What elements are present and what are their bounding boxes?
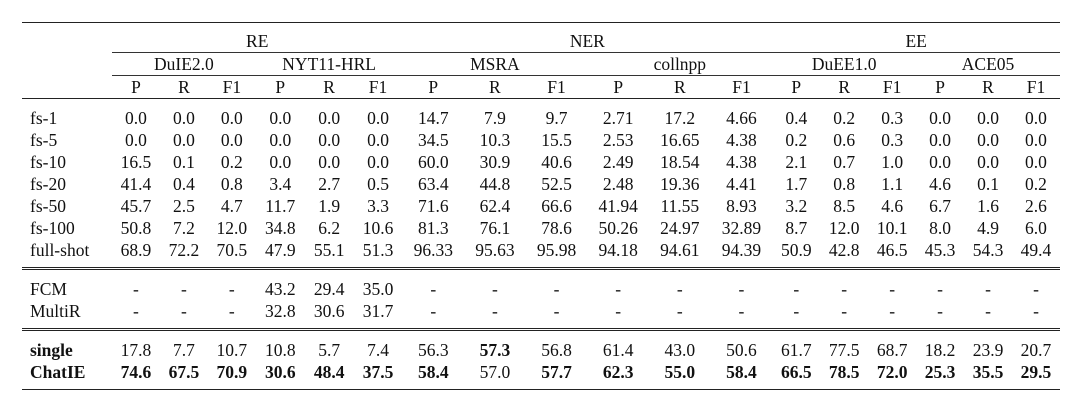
table-cell: 10.7 (208, 330, 256, 362)
metric-header-row (22, 76, 1060, 99)
table-cell: 8.93 (726, 196, 757, 216)
dataset-header: ACE05 (916, 53, 1060, 76)
metric-header: R (160, 76, 208, 99)
table-cell: 55.1 (313, 240, 345, 260)
table-cell: 30.9 (479, 152, 511, 172)
row-label: fs-100 (30, 218, 75, 238)
table-cell: 0.0 (916, 99, 964, 130)
table-cell: 58.4 (711, 361, 773, 390)
table-row (22, 330, 1060, 362)
row-label: FCM (22, 269, 112, 301)
table-row (22, 217, 1060, 239)
metric-header: F1 (1012, 76, 1060, 99)
table-cell: - (985, 301, 991, 321)
table-cell: 1.1 (881, 174, 904, 194)
table-cell: 32.8 (264, 301, 296, 321)
table-row (22, 99, 1060, 130)
table-row (22, 361, 1060, 390)
table-cell: 0.7 (833, 152, 856, 172)
table-cell: 14.7 (402, 99, 464, 130)
table-cell: 81.3 (417, 218, 449, 238)
table-cell: 72.0 (868, 361, 916, 390)
table-cell: 70.5 (216, 240, 248, 260)
table-cell: 68.9 (120, 240, 152, 260)
table-cell: 37.5 (354, 361, 403, 390)
table-cell: 12.0 (216, 218, 248, 238)
dataset-header-row (22, 53, 1060, 76)
table-cell: 7.9 (464, 99, 526, 130)
table-cell: - (841, 301, 848, 321)
table-cell: 7.4 (354, 330, 403, 362)
table-cell: 18.54 (660, 152, 700, 172)
table-cell: 3.2 (785, 196, 808, 216)
row-label: single (22, 330, 112, 362)
table-cell: 70.9 (208, 361, 256, 390)
table-cell: 40.6 (541, 152, 572, 172)
dataset-header: DuIE2.0 (112, 53, 256, 76)
table-cell: 61.4 (587, 330, 649, 362)
table-cell: 2.6 (1025, 196, 1047, 216)
table-cell: 55.0 (649, 361, 711, 390)
table-cell: 50.26 (598, 218, 638, 238)
table-cell: 1.9 (318, 196, 341, 216)
table-cell: 49.4 (1020, 240, 1052, 260)
table-cell: 62.3 (587, 361, 649, 390)
table-cell: 0.0 (160, 99, 208, 130)
metric-header: R (964, 76, 1012, 99)
table-row (22, 151, 1060, 173)
table-cell: - (160, 269, 208, 301)
table-cell: 43.0 (649, 330, 711, 362)
table-cell: 0.0 (269, 130, 292, 150)
table-cell: 0.0 (977, 130, 999, 150)
dataset-header: DuEE1.0 (772, 53, 916, 76)
table-cell: 41.4 (120, 174, 152, 194)
table-cell: 7.2 (172, 218, 195, 238)
results-table (22, 22, 1060, 390)
table-cell: 94.61 (660, 240, 700, 260)
table-cell: - (526, 269, 588, 301)
table-cell: 29.5 (1012, 361, 1060, 390)
metric-header: P (112, 76, 160, 99)
table-cell: 7.7 (160, 330, 208, 362)
group-header: NER (402, 23, 772, 53)
table-cell: 0.0 (172, 130, 195, 150)
table-cell: 0.2 (1025, 174, 1047, 194)
table-cell: 10.8 (256, 330, 305, 362)
table-cell: 95.63 (475, 240, 515, 260)
table-cell: 0.0 (208, 99, 256, 130)
table-cell: 0.2 (785, 130, 808, 150)
table-cell: - (937, 301, 943, 321)
table-cell: 3.4 (269, 174, 292, 194)
table-cell: 0.0 (318, 130, 341, 150)
table-cell: 48.4 (305, 361, 354, 390)
table-cell: 10.3 (479, 130, 511, 150)
table-cell: 0.0 (1025, 130, 1047, 150)
table-cell: 0.8 (833, 174, 856, 194)
table-cell: 35.5 (964, 361, 1012, 390)
table-cell: 63.4 (417, 174, 449, 194)
table-cell: 6.0 (1025, 218, 1047, 238)
table-row (22, 129, 1060, 151)
metric-header: R (464, 76, 526, 99)
table-cell: 0.0 (256, 99, 305, 130)
table-cell: 44.8 (479, 174, 511, 194)
table-cell: 19.36 (660, 174, 700, 194)
table-cell: 5.7 (305, 330, 354, 362)
table-cell: 77.5 (820, 330, 868, 362)
table-cell: - (112, 269, 160, 301)
table-row (22, 195, 1060, 217)
table-cell: 0.3 (868, 99, 916, 130)
table-cell: 34.8 (264, 218, 296, 238)
table-cell: 94.18 (598, 240, 638, 260)
table-cell: 23.9 (964, 330, 1012, 362)
table-cell: 0.3 (881, 130, 904, 150)
table-cell: 1.6 (977, 196, 999, 216)
table-cell: 0.0 (367, 152, 389, 172)
metric-header: F1 (208, 76, 256, 99)
table-cell: - (793, 301, 800, 321)
metric-header: F1 (711, 76, 773, 99)
table-cell: - (868, 269, 916, 301)
table-cell: 8.0 (929, 218, 951, 238)
table-cell: - (615, 301, 622, 321)
table-cell: 4.9 (977, 218, 999, 238)
metric-header: P (772, 76, 820, 99)
dataset-header: MSRA (402, 53, 587, 76)
table-cell: 0.0 (964, 99, 1012, 130)
table-cell: 31.7 (362, 301, 394, 321)
table-cell: 4.66 (711, 99, 773, 130)
table-cell: 2.71 (587, 99, 649, 130)
table-cell: 46.5 (876, 240, 908, 260)
table-cell: 0.0 (305, 99, 354, 130)
table-cell: 50.9 (780, 240, 812, 260)
table-cell: 45.7 (120, 196, 152, 216)
table-cell: - (772, 269, 820, 301)
table-cell: 0.6 (833, 130, 856, 150)
table-cell: 51.3 (362, 240, 394, 260)
table-cell: 17.8 (112, 330, 160, 362)
table-cell: 1.7 (785, 174, 808, 194)
table-cell: 2.48 (602, 174, 634, 194)
table-cell: 0.0 (977, 152, 999, 172)
table-cell: 2.1 (785, 152, 808, 172)
table-cell: 60.0 (417, 152, 449, 172)
table-cell: - (889, 301, 896, 321)
table-cell: - (1033, 301, 1039, 321)
table-cell: 66.5 (772, 361, 820, 390)
dataset-header: NYT11-HRL (256, 53, 403, 76)
table-cell: 47.9 (264, 240, 296, 260)
row-label: ChatIE (22, 361, 112, 390)
table-cell: 11.7 (265, 196, 296, 216)
table-cell: 42.8 (828, 240, 860, 260)
group-header: EE (772, 23, 1060, 53)
table-cell: - (676, 301, 683, 321)
metric-header: F1 (354, 76, 403, 99)
table-cell: 0.4 (172, 174, 195, 194)
table-cell: 0.0 (125, 130, 147, 150)
row-label: fs-50 (30, 196, 66, 216)
table-cell: - (587, 269, 649, 301)
table-row (22, 300, 1060, 330)
table-cell: 0.0 (220, 130, 243, 150)
table-cell: 29.4 (305, 269, 354, 301)
table-cell: 0.0 (269, 152, 292, 172)
table-cell: 4.7 (220, 196, 243, 216)
metric-header: F1 (526, 76, 588, 99)
table-cell: 94.39 (721, 240, 762, 260)
table-cell: 67.5 (160, 361, 208, 390)
table-cell: - (464, 269, 526, 301)
table-cell: 30.6 (256, 361, 305, 390)
dataset-header: collnpp (587, 53, 772, 76)
table-cell: 2.7 (318, 174, 341, 194)
table-cell: - (208, 269, 256, 301)
metric-header: R (820, 76, 868, 99)
table-cell: 4.41 (726, 174, 757, 194)
table-cell: 57.3 (464, 330, 526, 362)
row-label: fs-5 (30, 130, 58, 150)
table-cell: 0.2 (820, 99, 868, 130)
table-cell: 96.33 (413, 240, 453, 260)
table-cell: 4.38 (726, 152, 757, 172)
table-cell: 35.0 (354, 269, 403, 301)
table-cell: 74.6 (112, 361, 160, 390)
table-cell: 41.94 (598, 196, 638, 216)
table-cell: 0.0 (354, 99, 403, 130)
table-cell: 11.55 (660, 196, 700, 216)
table-cell: 57.0 (464, 361, 526, 390)
table-cell: - (1012, 269, 1060, 301)
table-cell: 0.5 (367, 174, 389, 194)
table-cell: 62.4 (479, 196, 511, 216)
table-cell: - (491, 301, 498, 321)
table-cell: - (649, 269, 711, 301)
row-label: MultiR (30, 301, 81, 321)
table-cell: 54.3 (972, 240, 1004, 260)
table-cell: 10.1 (876, 218, 908, 238)
row-label: fs-20 (30, 174, 66, 194)
table-cell: 8.5 (833, 196, 856, 216)
table-cell: 2.5 (172, 196, 195, 216)
table-cell: 20.7 (1012, 330, 1060, 362)
table-cell: 10.6 (362, 218, 394, 238)
table-cell: - (711, 269, 773, 301)
table-cell: 6.2 (318, 218, 341, 238)
table-cell: 3.3 (367, 196, 389, 216)
table-cell: 0.2 (220, 152, 243, 172)
table-cell: 4.6 (929, 174, 951, 194)
table-cell: 0.8 (220, 174, 243, 194)
table-cell: 50.6 (711, 330, 773, 362)
group-header: RE (112, 23, 402, 53)
metric-header: P (256, 76, 305, 99)
table-cell: 0.1 (977, 174, 999, 194)
table-cell: 61.7 (772, 330, 820, 362)
table-cell: - (916, 269, 964, 301)
table-cell: 16.5 (120, 152, 152, 172)
table-cell: 71.6 (417, 196, 449, 216)
table-cell: 9.7 (526, 99, 588, 130)
row-label: fs-1 (22, 99, 112, 130)
table-cell: 43.2 (256, 269, 305, 301)
table-cell: 78.6 (541, 218, 572, 238)
table-cell: - (402, 269, 464, 301)
corner-cell (22, 23, 112, 53)
table-cell: 32.89 (721, 218, 762, 238)
table-cell: - (738, 301, 745, 321)
table-cell: 17.2 (649, 99, 711, 130)
table-cell: - (180, 301, 187, 321)
metric-header: R (649, 76, 711, 99)
table-cell: 0.0 (929, 130, 951, 150)
table-cell: 6.7 (929, 196, 951, 216)
table-cell: - (133, 301, 139, 321)
table-cell: 68.7 (868, 330, 916, 362)
table-cell: 52.5 (541, 174, 572, 194)
table-cell: 25.3 (916, 361, 964, 390)
table-cell: 1.0 (881, 152, 904, 172)
table-cell: 0.0 (1012, 99, 1060, 130)
table-cell: 4.6 (881, 196, 904, 216)
table-cell: 66.6 (541, 196, 572, 216)
table-cell: 2.49 (602, 152, 634, 172)
table-cell: 18.2 (916, 330, 964, 362)
table-cell: - (820, 269, 868, 301)
table-cell: 2.53 (602, 130, 634, 150)
table-cell: 24.97 (660, 218, 700, 238)
metric-header: P (402, 76, 464, 99)
table-cell: - (553, 301, 560, 321)
table-cell: - (228, 301, 235, 321)
table-row (22, 239, 1060, 269)
metric-header: F1 (868, 76, 916, 99)
table-cell: 34.5 (417, 130, 449, 150)
table-cell: 95.98 (536, 240, 577, 260)
metric-header: P (587, 76, 649, 99)
table-cell: 45.3 (924, 240, 956, 260)
table-cell: 0.0 (367, 130, 389, 150)
table-cell: 0.0 (318, 152, 341, 172)
table-row (22, 173, 1060, 195)
table-cell: 30.6 (313, 301, 345, 321)
table-cell: - (964, 269, 1012, 301)
metric-header: R (305, 76, 354, 99)
table-cell: 78.5 (820, 361, 868, 390)
table-cell: 0.4 (772, 99, 820, 130)
group-header-row (22, 23, 1060, 53)
table-cell: 4.38 (726, 130, 757, 150)
table-cell: 0.0 (929, 152, 951, 172)
table-row (22, 269, 1060, 301)
table-cell: 0.0 (1025, 152, 1047, 172)
row-label: full-shot (30, 240, 90, 260)
table-cell: 8.7 (785, 218, 808, 238)
table-cell: 56.8 (526, 330, 588, 362)
table-cell: 0.0 (112, 99, 160, 130)
row-label: fs-10 (30, 152, 66, 172)
table-cell: 58.4 (402, 361, 464, 390)
table-cell: 76.1 (479, 218, 511, 238)
table-cell: 72.2 (168, 240, 200, 260)
table-cell: 16.65 (660, 130, 700, 150)
metric-header: P (916, 76, 964, 99)
table-cell: - (430, 301, 437, 321)
table-cell: 57.7 (526, 361, 588, 390)
table-cell: 0.1 (172, 152, 195, 172)
table-cell: 50.8 (120, 218, 152, 238)
table-cell: 56.3 (402, 330, 464, 362)
table-cell: 12.0 (828, 218, 860, 238)
table-cell: 15.5 (541, 130, 572, 150)
